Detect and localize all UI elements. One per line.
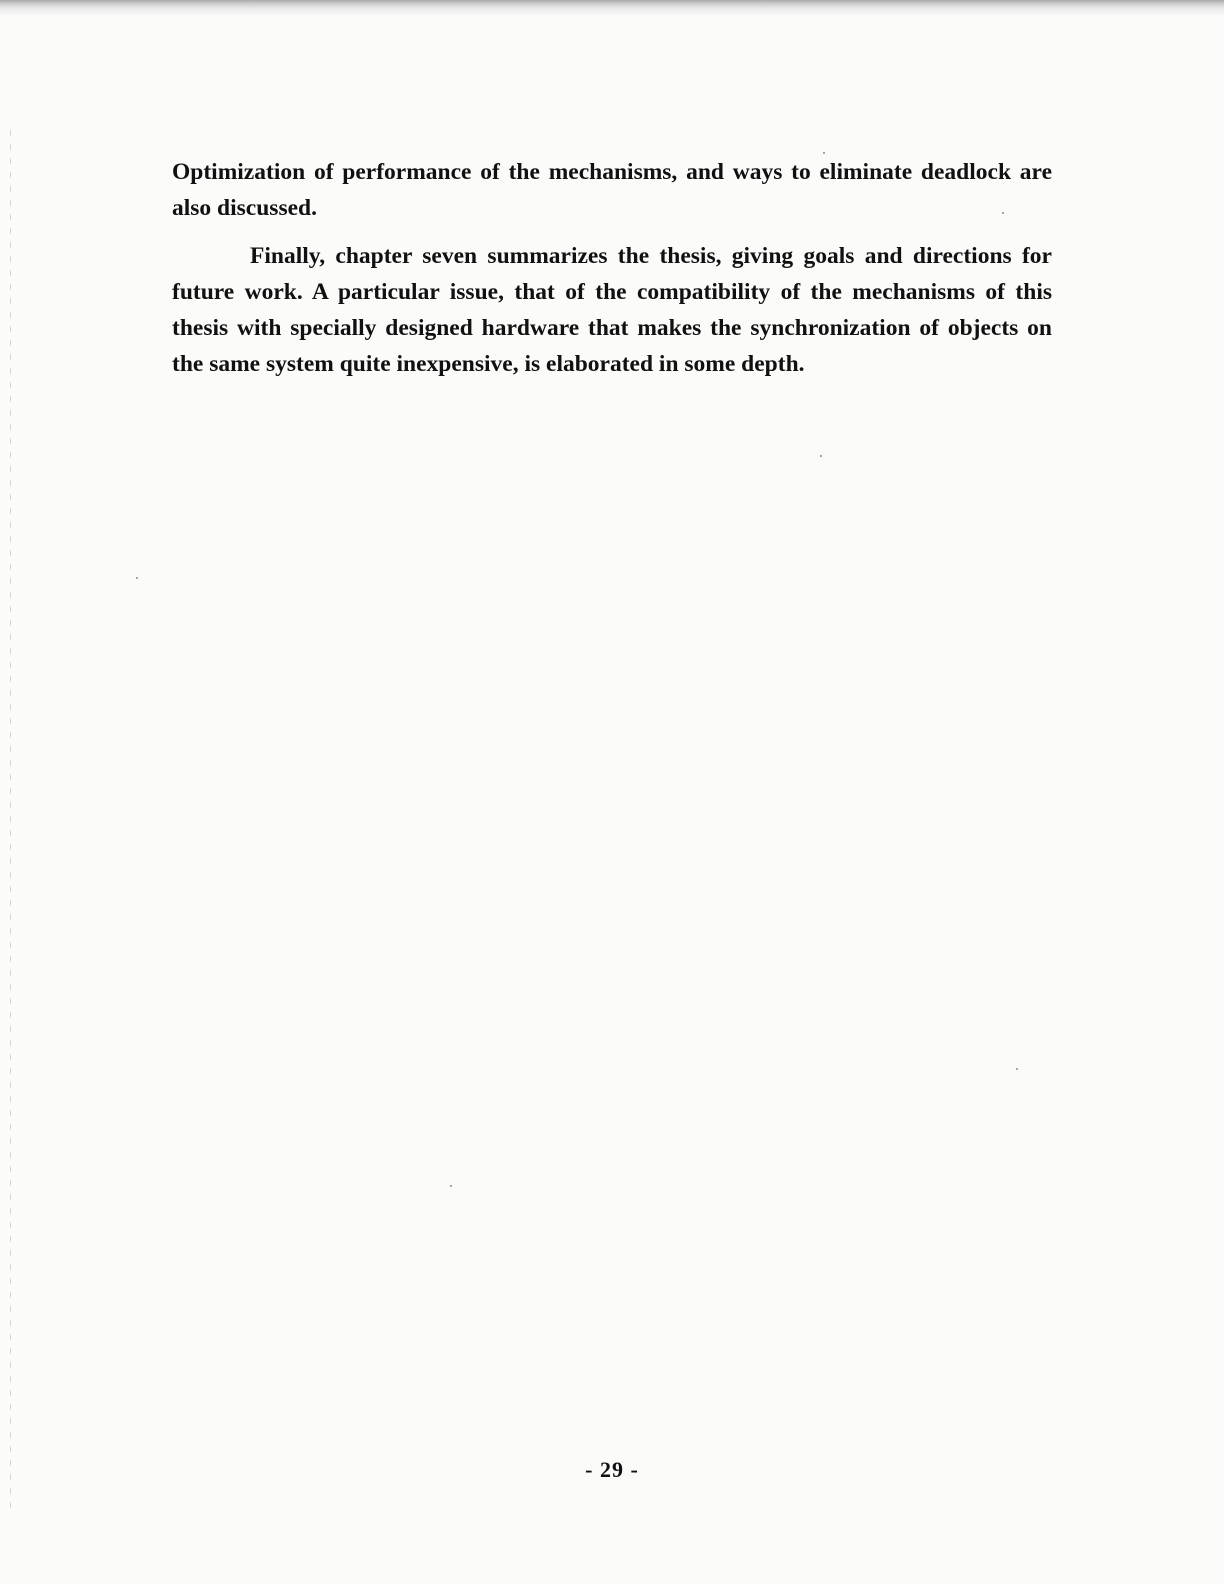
- paragraph-optimization: Optimization of performance of the mechanisms, and ways to eliminate deadlock are also discussed.: [172, 159, 1052, 221]
- body-text: [172, 154, 1052, 382]
- scan-speck: [820, 455, 822, 457]
- paragraph-chapter-seven-summary: Finally, chapter seven summarizes the thesis, giving goals and directions for future work. A particular issue, that of the compatibility of the mechanisms of this thesis with specially designed hardware that makes the synchronization of objects on the same system quite inexpensive, is elaborated in some depth.: [172, 243, 1052, 377]
- scan-speck: [136, 577, 138, 579]
- page-number: - 29 -: [585, 1457, 639, 1482]
- scan-left-edge: [10, 130, 11, 1510]
- scan-top-edge: [0, 0, 1224, 16]
- scan-speck: [450, 1185, 452, 1187]
- scan-speck: [1016, 1068, 1018, 1070]
